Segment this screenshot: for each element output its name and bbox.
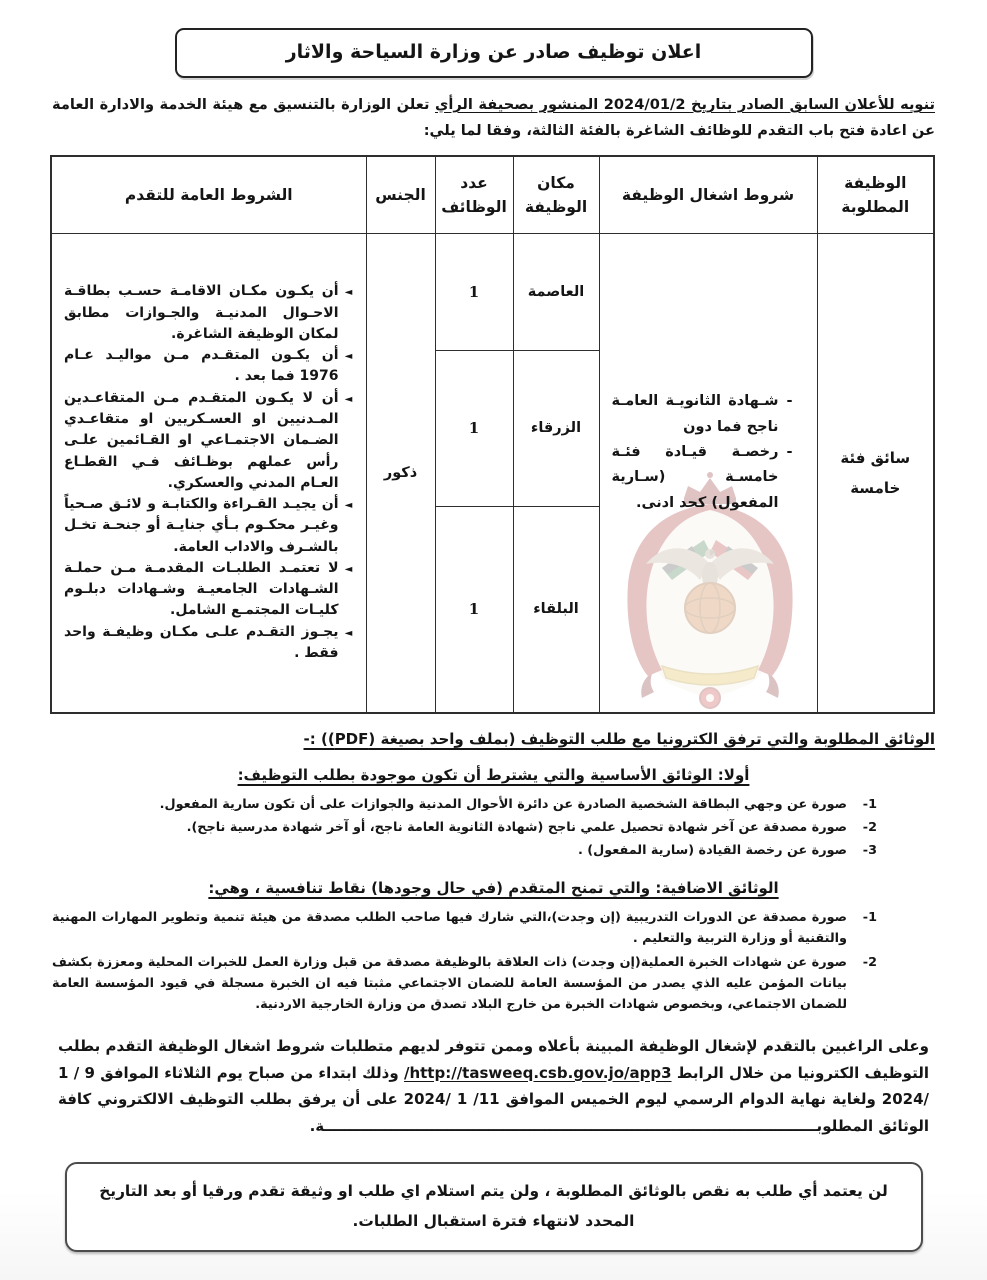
apply-text-stretched-word: المطلوبــــــــــــــــــــــــــــــــــــــــــــــــــــــــــــــــــــــــــــــــــــــــــــــــة. <box>309 1116 874 1135</box>
list-item: 1- صورة مصدقة عن الدورات التدريبية (إن وجدت)،التي شارك فيها صاحب الطلب مصدقة من هيئة تنمية وتطوير المهارات المهنية والتقنية أو وزارة التربية والتعليم . <box>52 907 877 949</box>
additional-documents-list <box>52 907 935 1015</box>
location-cell: الزرقاء <box>513 350 599 506</box>
apply-text-part2: وذلك ابتداء من صباح يوم الثلاثاء الموافق 9 / 1 /2024 ولغاية نهاية الدوام الرسمي ليوم الخميس الموافق 11/ 1 /2024 على أن يرفق بطلب التوظيف الالكتروني كافة الوثائق <box>58 1063 929 1135</box>
header-job-location: مكان الوظيفة <box>513 156 599 234</box>
occupation-conditions-cell <box>599 233 817 713</box>
list-item: 2- صورة عن شهادات الخبرة العملية(إن وجدت) ذات العلاقة بالوظيفة مصدقة من قبل وزارة العمل للخبرات المحلية ومعززة بكشف بيانات المؤمن عليه الذي يصدر من المؤسسة العامة للضمان الاجتماعي مثبتا فيه ان الخبرة مسجلة في قيود المؤسسة العامة للضمان الاجتماعي، وبخصوص شهادات الخبرة من خارج البلاد تصدق من وزارة الخارجية الاردنية. <box>52 952 877 1015</box>
dash-bullet-icon: - <box>786 444 793 461</box>
required-documents-heading: الوثائق المطلوبة والتي ترفق الكترونيا مع طلب التوظيف (بملف واحد بصيغة (PDF)) :- <box>303 730 935 749</box>
table-header-row <box>51 156 934 234</box>
intro-rest-text: تعلن الوزارة بالتنسيق مع هيئة الخدمة والادارة العامة عن اعادة فتح باب التقدم للوظائف الشاغرة بالفئة الثالثة، وفقا لما يلي: <box>52 96 935 140</box>
header-gender: الجنس <box>366 156 435 234</box>
arrow-bullet-icon: ◄ <box>344 563 353 575</box>
count-cell: 1 <box>435 506 513 713</box>
item-number: 3- <box>862 843 877 859</box>
location-cell: البلقاء <box>513 506 599 713</box>
application-url: /http://tasweeq.csb.gov.jo/app3 <box>403 1063 672 1082</box>
arrow-bullet-icon: ◄ <box>344 500 353 512</box>
table-row <box>51 233 934 350</box>
job-title-cell: سائق فئة خامسة <box>817 233 934 713</box>
general-condition-item: ◄ أن يكـون المتقـدم مـن مواليـد عـام 1976 فما بعد . <box>64 345 356 388</box>
intro-paragraph <box>52 92 935 145</box>
item-number: 1- <box>862 797 877 813</box>
general-condition-item: ◄ أن يجيـد القـراءة والكتابـة و لائـق صـحياً وغيـر محكـوم بـأي جنايـة أو جنحـة تخـل بالشـرف والاداب العامة. <box>64 494 356 558</box>
apply-text-part1: وعلى الراغبين بالتقدم لإشغال الوظيفة المبينة بأعلاه وممن تتوفر لديهم متطلبات شروط اشغال الوظيفة التقدم بطلب التوظيف الكترونيا من خلال الرابط <box>58 1036 929 1082</box>
basic-documents-heading: أولا: الوثائق الأساسية والتي يشترط أن تكون موجودة بطلب التوظيف: <box>237 766 750 785</box>
list-item: 1- صورة عن وجهي البطاقة الشخصية الصادرة عن دائرة الأحوال المدنية والجوازات على أن تكون سارية المفعول. <box>52 794 877 815</box>
arrow-bullet-icon: ◄ <box>344 287 353 299</box>
announcement-title-box <box>175 28 813 78</box>
vacancies-table <box>50 155 935 715</box>
basic-documents-list <box>52 794 935 861</box>
header-general-conditions: الشروط العامة للتقدم <box>51 156 366 234</box>
arrow-bullet-icon: ◄ <box>344 393 353 405</box>
header-occupation-conditions: شروط اشغال الوظيفة <box>599 156 817 234</box>
application-instructions-paragraph <box>58 1033 929 1140</box>
list-item: 2- صورة مصدقة عن آخر شهادة تحصيل علمي ناجح (شهادة الثانوية العامة ناجح، أو آخر شهادة مدرسية ناجح). <box>52 817 877 838</box>
general-condition-item: ◄ لا تعتمـد الطلبـات المقدمـة مـن حملـة الشـهادات الجامعيـة وشـهادات دبلـوم كليـات المجتمـع الشامل. <box>64 558 356 622</box>
arrow-bullet-icon: ◄ <box>344 351 353 363</box>
count-cell: 1 <box>435 350 513 506</box>
general-condition-item: ◄ يجـوز التقـدم علـى مكـان وظيفـة واحد فقط . <box>64 622 356 665</box>
warning-notice-box <box>65 1162 923 1252</box>
condition-item: - شـهادة الثانويـة العامـة ناجح فما دون <box>612 389 793 440</box>
warning-text: لن يعتمد أي طلب به نقص بالوثائق المطلوبة ، ولن يتم استلام اي طلب او وثيقة تقدم ورقيا أو بعد التاريخ المحدد لانتهاء فترة استقبال الطلبات. <box>99 1181 888 1230</box>
intro-underlined-text: تنويه للأعلان السابق الصادر بتاريخ 2024/01/2 المنشور بصحيفة الرأي <box>434 96 936 113</box>
item-number: 2- <box>862 954 877 970</box>
gender-cell: ذكور <box>366 233 435 713</box>
dash-bullet-icon: - <box>786 393 793 410</box>
page-title: اعلان توظيف صادر عن وزارة السياحة والاثار <box>285 41 702 63</box>
general-condition-item: ◄ أن يكـون مكـان الاقامـة حسـب بطاقـة الاحـوال المدنيـة والجـوازات مطابق لمكان الوظيفة الشاغرة. <box>64 281 356 345</box>
arrow-bullet-icon: ◄ <box>344 627 353 639</box>
count-cell: 1 <box>435 233 513 350</box>
item-number: 2- <box>862 820 877 836</box>
header-job-count: عدد الوظائف <box>435 156 513 234</box>
condition-item: - رخصـة قيـادة فئـة خامسـة (سـارية المفعول) كحد ادنى. <box>612 440 793 516</box>
header-required-job: الوظيفة المطلوبة <box>817 156 934 234</box>
list-item: 3- صورة عن رخصة القيادة (سارية المفعول) . <box>52 840 877 861</box>
location-cell: العاصمة <box>513 233 599 350</box>
item-number: 1- <box>862 910 877 926</box>
general-condition-item: ◄ أن لا يكـون المتقـدم مـن المتقاعـدين المـدنيين او العسـكريين او متقاعـدي الضـمان الاجتمـاعي او القـائمين علـى رأس عملهم بوظـائف فـي القطـاع العـام المدني والعسكري. <box>64 388 356 494</box>
additional-documents-heading: الوثائق الاضافية: والتي تمنح المتقدم (في حال وجودها) نقاط تنافسية ، وهي: <box>208 879 779 898</box>
general-conditions-cell <box>51 233 366 713</box>
